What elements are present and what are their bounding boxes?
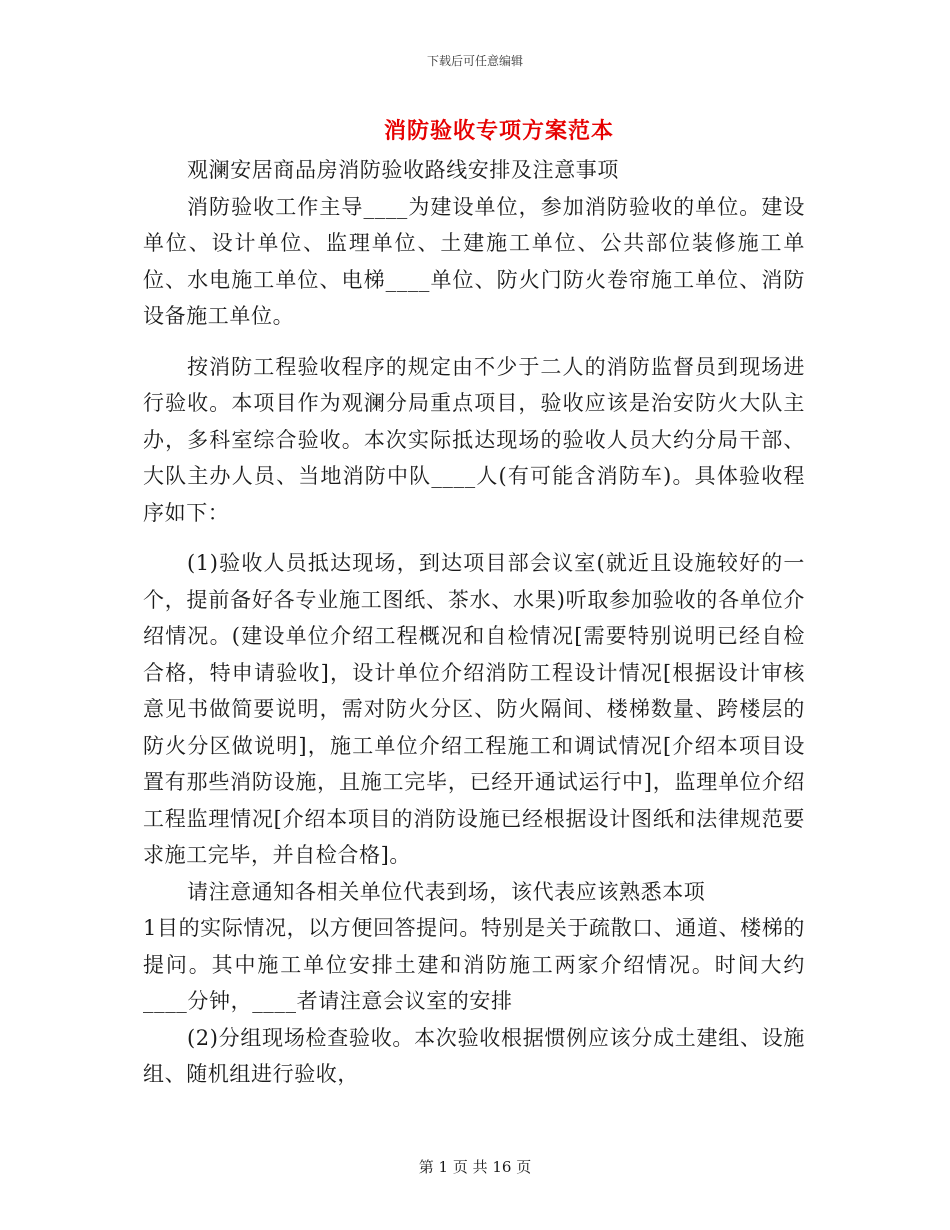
paragraph-procedure: 按消防工程验收程序的规定由不少于二人的消防监督员到现场进行验收。本项目作为观澜分局重点项目，验收应该是治安防火大队主办，多科室综合验收。本次实际抵达现场的验收人员大约分局干部、大队主办人员、当地消防中队____人(有可能含消防车)。具体验收程序如下：: [143, 354, 805, 525]
paragraph-organizers: 消防验收工作主导____为建设单位，参加消防验收的单位。建设单位、设计单位、监理单位、土建施工单位、公共部位装修施工单位、水电施工单位、电梯____单位、防火门防火卷帘施工单位、消防设备施工单位。: [143, 194, 805, 328]
paragraph-notice-continued: 1目的实际情况，以方便回答提问。特别是关于疏散口、通道、楼梯的提问。其中施工单位安排土建和消防施工两家介绍情况。时间大约____分钟，____者请注意会议室的安排: [143, 916, 805, 1013]
document-title: 消防验收专项方案范本: [383, 118, 614, 144]
page-number: 第 1 页 共 16 页: [418, 1158, 532, 1176]
document-subtitle: 观澜安居商品房消防验收路线安排及注意事项: [187, 158, 619, 182]
paragraph-step-1: (1)验收人员抵达现场，到达项目部会议室(就近且设施较好的一个，提前备好各专业施工图纸、茶水、水果)听取参加验收的各单位介绍情况。(建设单位介绍工程概况和自检情况[需要特别说明已经自检合格，特申请验收]，设计单位介绍消防工程设计情况[根据设计审核意见书做简要说明，需对防火分区、防火隔间、楼梯数量、跨楼层的防火分区做说明]，施工单位介绍工程施工和调试情况[介绍本项目设置有那些消防设施，且施工完毕，已经开通试运行中]，监理单位介绍工程监理情况[介绍本项目的消防设施已经根据设计图纸和法律规范要求施工完毕，并自检合格]。: [143, 551, 805, 867]
paragraph-step-2: (2)分组现场检查验收。本次验收根据惯例应该分成土建组、设施组、随机组进行验收，: [143, 1025, 805, 1086]
paragraph-notice: 请注意通知各相关单位代表到场，该代表应该熟悉本项: [187, 879, 706, 904]
page-header: 下载后可任意编辑: [426, 54, 523, 68]
document-body: [143, 152, 805, 1093]
